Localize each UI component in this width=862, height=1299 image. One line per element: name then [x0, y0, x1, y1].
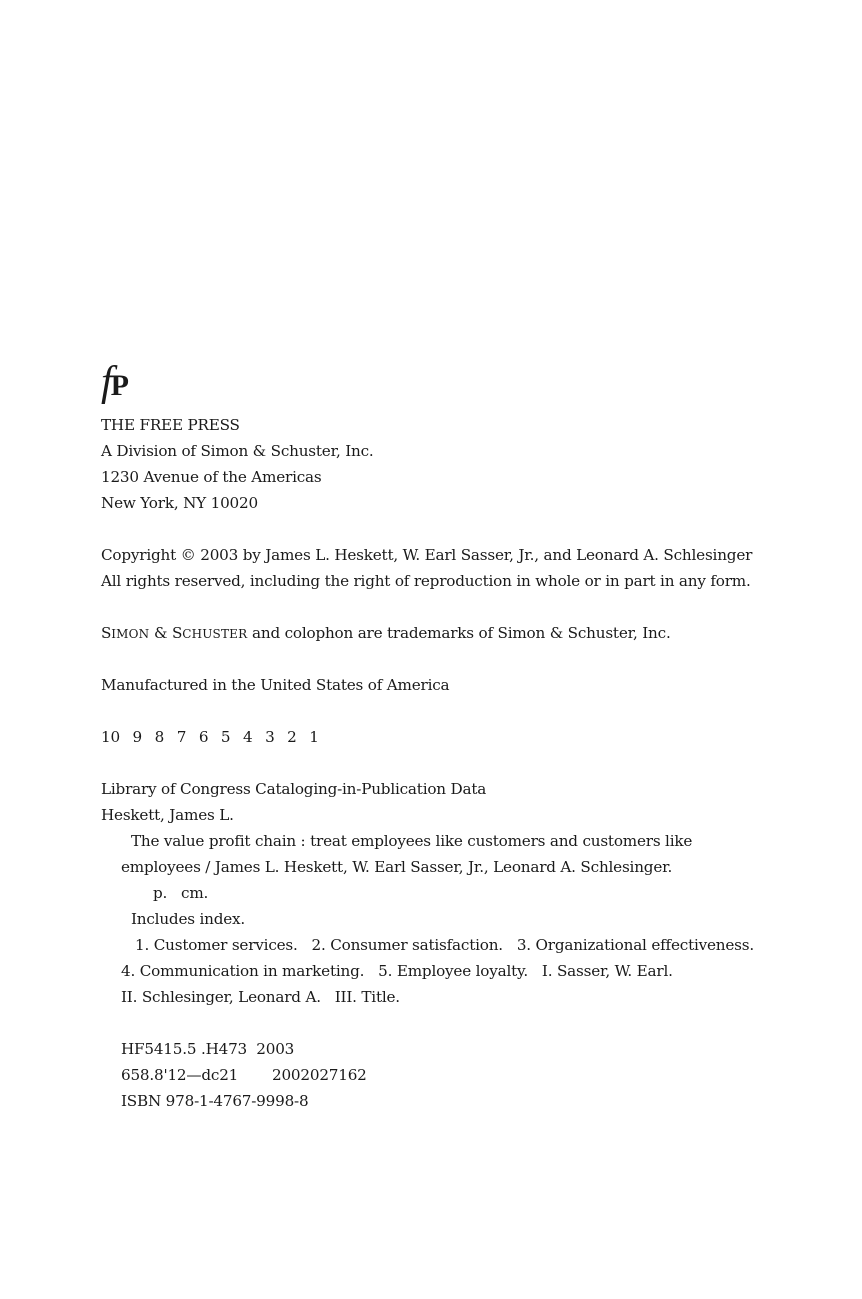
cip-subjects-line-3: II. Schlesinger, Leonard A. III. Title.	[121, 988, 400, 1006]
cip-title-line-2: employees / James L. Heskett, W. Earl Sasser, Jr., Leonard A. Schlesinger.	[121, 858, 673, 876]
publisher-street: 1230 Avenue of the Americas	[101, 468, 322, 486]
free-press-logo	[101, 360, 129, 404]
printing-line: 10 9 8 7 6 5 4 3 2 1	[101, 728, 319, 746]
cip-title-line-1: The value profit chain : treat employees like customers and customers like	[131, 832, 693, 850]
cip-author: Heskett, James L.	[101, 806, 234, 824]
isbn-line: ISBN 978-1-4767-9998-8	[121, 1092, 309, 1110]
lc-class: HF5415.5 .H473	[121, 1040, 248, 1058]
trademark-amp: &	[149, 624, 172, 642]
dewey-lccn-line	[121, 1065, 367, 1085]
trademark-s2: S	[171, 624, 183, 642]
publisher-division: A Division of Simon & Schuster, Inc.	[101, 442, 374, 460]
cip-pagination-p: p.	[153, 884, 168, 902]
rights-reserved-line: All rights reserved, including the right of reproduction in whole or in part in any form.	[101, 572, 751, 590]
copyright-line: Copyright © 2003 by James L. Heskett, W. Earl Sasser, Jr., and Leonard A. Schlesinger	[101, 546, 753, 564]
cip-pagination	[153, 883, 208, 903]
trademark-line	[101, 623, 671, 643]
publisher-name: THE FREE PRESS	[101, 416, 240, 434]
trademark-s1-rest: IMON	[111, 627, 150, 641]
cip-subjects-line-2: 4. Communication in marketing. 5. Employee loyalty. I. Sasser, W. Earl.	[121, 962, 673, 980]
cip-heading: Library of Congress Cataloging-in-Publication Data	[101, 780, 487, 798]
trademark-s2-rest: CHUSTER	[182, 627, 248, 641]
logo-letter-p: P	[110, 369, 129, 402]
lc-year: 2003	[256, 1040, 295, 1058]
publisher-city: New York, NY 10020	[101, 494, 258, 512]
cip-includes-index: Includes index.	[131, 910, 245, 928]
trademark-s1: S	[101, 624, 112, 642]
dewey-number: 658.8'12—dc21	[121, 1066, 239, 1084]
trademark-rest: and colophon are trademarks of Simon & Schuster, Inc.	[247, 624, 671, 642]
manufactured-line: Manufactured in the United States of America	[101, 676, 450, 694]
logo-letter-f: f	[101, 359, 111, 405]
lc-call-number	[121, 1039, 294, 1059]
lccn: 2002027162	[272, 1066, 367, 1084]
cip-subjects-line-1: 1. Customer services. 2. Consumer satisfaction. 3. Organizational effectiveness.	[135, 936, 754, 954]
cip-pagination-cm: cm.	[181, 884, 209, 902]
